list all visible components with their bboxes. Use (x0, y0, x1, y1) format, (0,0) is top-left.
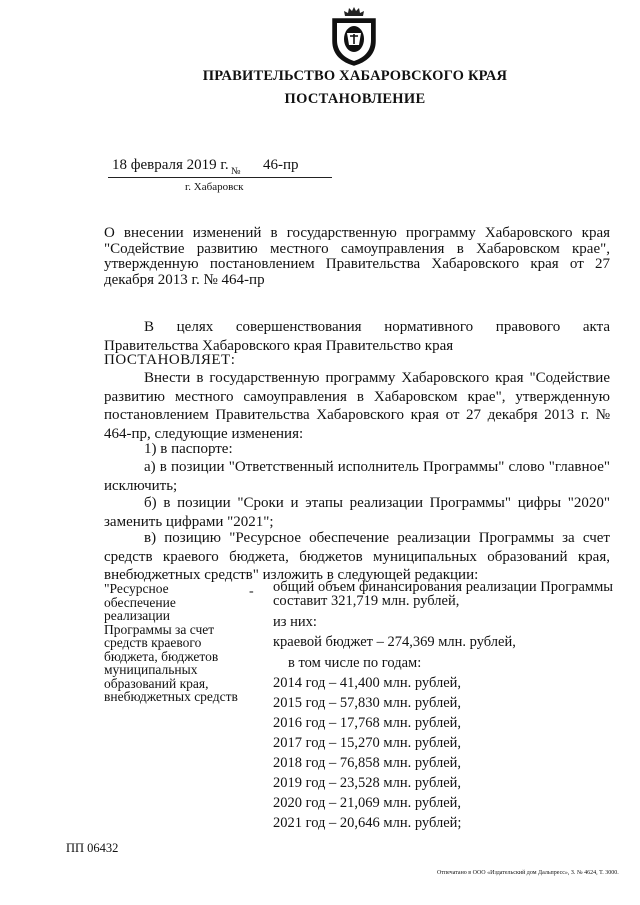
item-a: а) в позиции "Ответственный исполнитель Программы" слово "главное" исключить; (104, 459, 610, 494)
footer-code: ПП 06432 (66, 841, 119, 855)
document-subject: О внесении изменений в государственную программу Хабаровского края "Содействие развитию местного самоуправления в Хабаровском крае", утвержденную постановлением Правительства Хабаровского края от 27 декабря 2013 г. № 464-пр (104, 225, 610, 288)
date-underline (108, 177, 332, 178)
table-year-row: 2018 год – 76,858 млн. рублей, (273, 755, 462, 771)
table-by-years: в том числе по годам: (288, 655, 422, 671)
table-year-row: 2016 год – 17,768 млн. рублей, (273, 715, 462, 731)
table-year-row: 2015 год – 57,830 млн. рублей, (273, 695, 462, 711)
table-total: общий объем финансирования реализации Программы составит 321,719 млн. рублей, (273, 579, 613, 609)
document-number: 46-пр (263, 157, 299, 173)
city: г. Хабаровск (185, 181, 244, 193)
government-name: ПРАВИТЕЛЬСТВО ХАБАРОВСКОГО КРАЯ (202, 68, 508, 84)
coat-of-arms-icon (329, 5, 379, 67)
table-left-cell: "Ресурсное обеспечение реализации Программы за счет средств краевого бюджета, бюджетов муниципальных образований края, внебюджетных средств (104, 581, 238, 704)
table-of-which: из них: (273, 614, 317, 630)
document-date: 18 февраля 2019 г. (112, 157, 229, 173)
table-year-row: 2014 год – 41,400 млн. рублей, (273, 675, 462, 691)
purpose-paragraph: В целях совершенствования нормативного правового акта Правительства Хабаровского края Правительство края (104, 319, 610, 354)
printer-note: Отпечатано в ООО «Издательский дом Дальпресс», З. № 4624, Т. 3000. (437, 870, 619, 876)
table-year-row: 2021 год – 20,646 млн. рублей; (273, 815, 462, 831)
table-regional-budget: краевой бюджет – 274,369 млн. рублей, (273, 634, 516, 650)
item-b: б) в позиции "Сроки и этапы реализации Программы" цифры "2020" заменить цифрами "2021"; (104, 495, 610, 530)
table-year-row: 2017 год – 15,270 млн. рублей, (273, 735, 462, 751)
number-sign: № (231, 166, 241, 177)
table-year-row: 2019 год – 23,528 млн. рублей, (273, 775, 462, 791)
intro-paragraph: Внести в государственную программу Хабаровского края "Содействие развитию местного самоуправления в Хабаровском крае", утвержденную постановлением Правительства Хабаровского края от 27 декабря 2013 г. № 464-пр, следующие изменения: (104, 370, 610, 442)
document-type: ПОСТАНОВЛЕНИЕ (284, 91, 426, 107)
table-dash: - (249, 584, 254, 599)
resolves-heading: ПОСТАНОВЛЯЕТ: (104, 352, 236, 368)
table-year-row: 2020 год – 21,069 млн. рублей, (273, 795, 462, 811)
item-c: в) позицию "Ресурсное обеспечение реализации Программы за счет средств краевого бюджета, бюджетов муниципальных образований края, внебюджетных средств" изложить в следующей редакции: (104, 530, 610, 583)
item-1: 1) в паспорте: (144, 441, 233, 457)
